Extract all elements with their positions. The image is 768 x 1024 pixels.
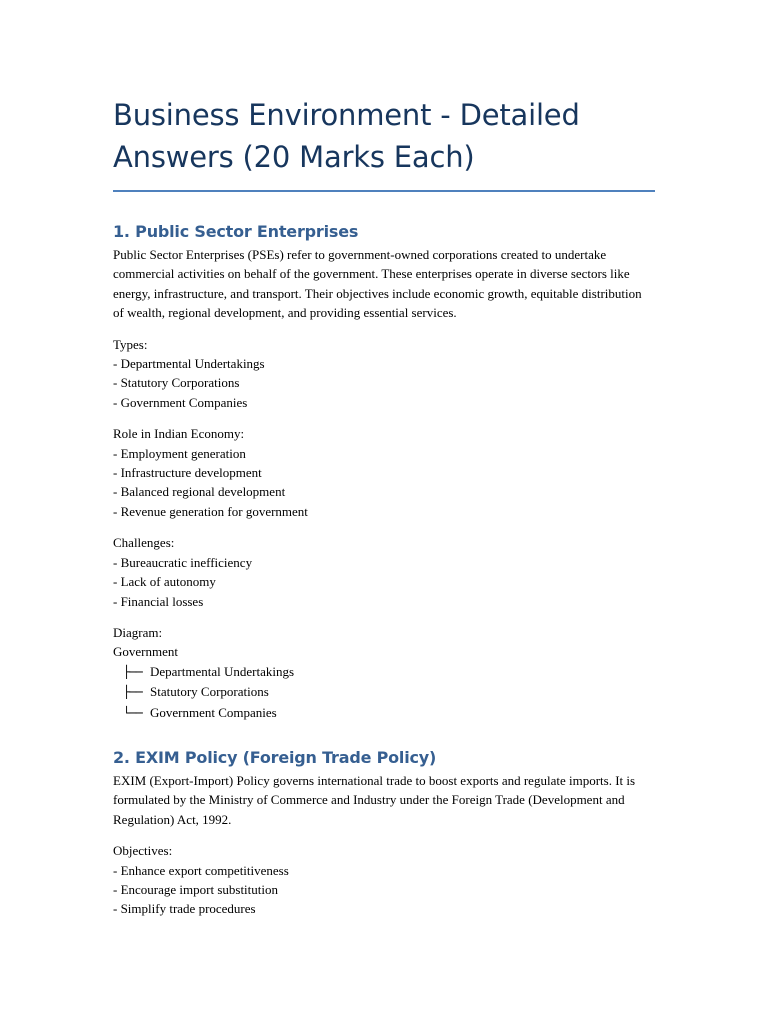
list-item: - Infrastructure development	[113, 465, 262, 481]
document-title: Business Environment - Detailed Answers (20 Marks Each)	[113, 98, 580, 174]
diagram-branch-label: Departmental Undertakings	[150, 663, 295, 679]
diagram-branch	[113, 682, 655, 702]
role-list	[113, 424, 655, 521]
section-intro-exim-policy: EXIM (Export-Import) Policy governs international trade to boost exports and regulate imports. It is formulated by the Ministry of Commerce and Industry under the Foreign Trade (Development and Regulation) Act, 1992.	[113, 772, 636, 827]
types-label: Types:	[113, 336, 148, 352]
diagram-branch	[113, 662, 655, 682]
title-underline	[113, 190, 655, 192]
list-item: - Employment generation	[113, 445, 246, 461]
challenges-label: Challenges:	[113, 535, 175, 551]
list-item: - Balanced regional development	[113, 484, 286, 500]
section-heading-public-sector: 1. Public Sector Enterprises	[113, 222, 359, 241]
section-intro-public-sector: Public Sector Enterprises (PSEs) refer to government-owned corporations created to undertake commercial activities on behalf of the government. These enterprises operate in diverse sectors like energy, infrastructure, and transport. Their objectives include economic growth, equitable distribution of wealth, regional development, and providing essential services.	[113, 247, 642, 321]
tree-connector: ├──	[123, 685, 142, 700]
list-item: - Enhance export competitiveness	[113, 862, 289, 878]
document-page	[113, 94, 655, 919]
list-item: - Encourage import substitution	[113, 881, 279, 897]
list-item: - Lack of autonomy	[113, 574, 216, 590]
objectives-label: Objectives:	[113, 843, 173, 859]
diagram-tree	[113, 623, 655, 723]
list-item: - Government Companies	[113, 394, 248, 410]
list-item: - Simplify trade procedures	[113, 901, 256, 917]
objectives-list	[113, 841, 655, 919]
list-item: - Financial losses	[113, 593, 204, 609]
list-item: - Bureaucratic inefficiency	[113, 554, 253, 570]
diagram-branch	[113, 703, 655, 723]
types-list	[113, 335, 655, 413]
list-item: - Revenue generation for government	[113, 503, 308, 519]
section-heading-exim-policy: 2. EXIM Policy (Foreign Trade Policy)	[113, 747, 437, 767]
diagram-branch-label: Statutory Corporations	[150, 684, 269, 700]
list-item: - Statutory Corporations	[113, 375, 240, 391]
challenges-list	[113, 533, 655, 611]
list-item: - Departmental Undertakings	[113, 356, 265, 372]
diagram-branch-label: Government Companies	[150, 704, 277, 720]
tree-connector: ├──	[123, 664, 142, 679]
tree-connector: └──	[123, 705, 142, 720]
role-label: Role in Indian Economy:	[113, 426, 245, 442]
diagram-root: Government	[113, 644, 178, 660]
diagram-label: Diagram:	[113, 624, 163, 640]
